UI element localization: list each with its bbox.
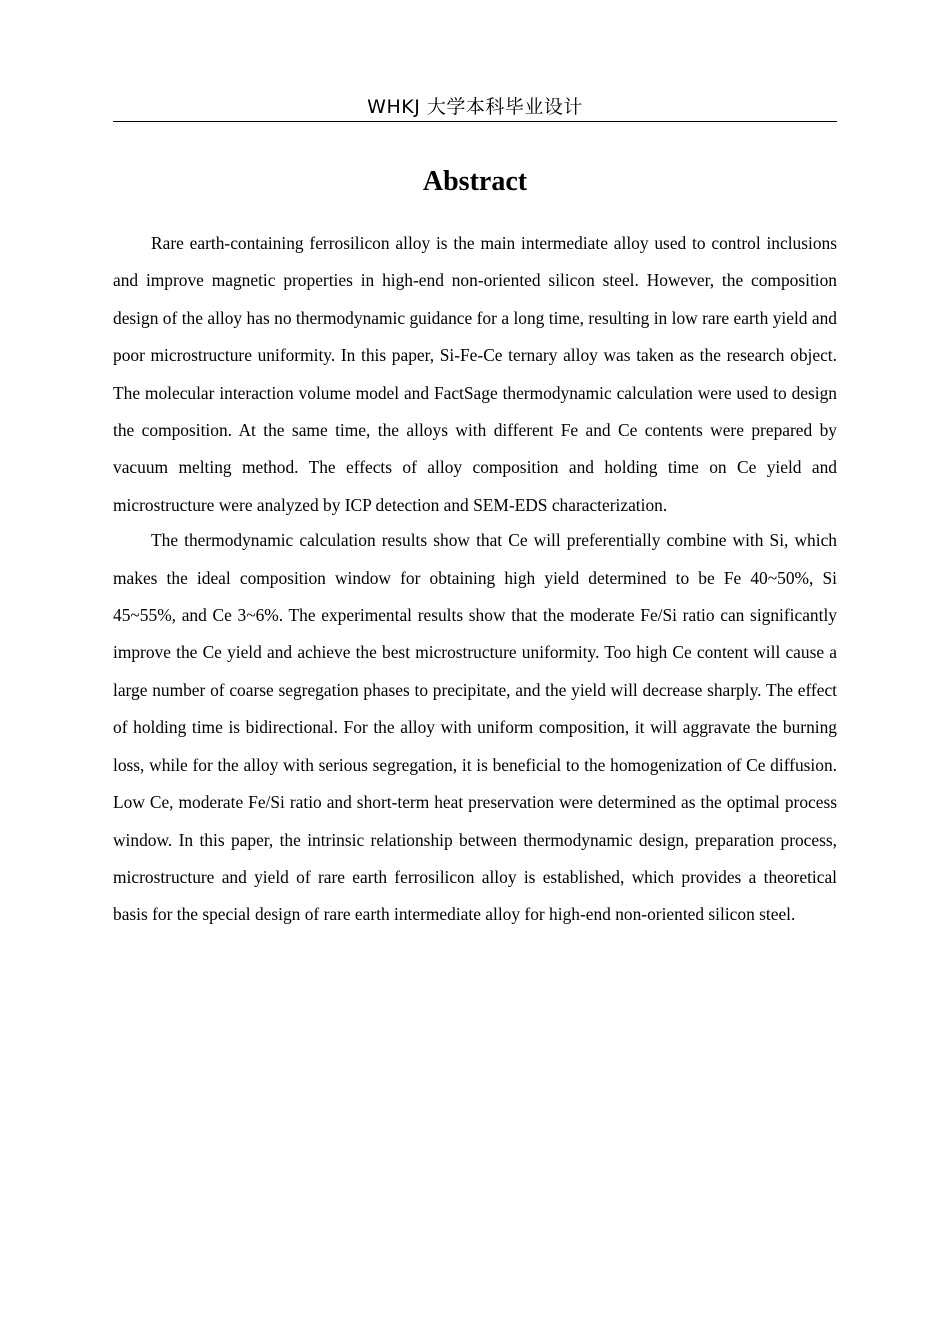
abstract-paragraph-2: The thermodynamic calculation results show that Ce will preferentially combine with Si, which makes the ideal composition window for obtaining high yield determined to be Fe 40~50%, Si 45~55%, and Ce 3~6%. The experimental results show that the moderate Fe/Si ratio can significantly improve the Ce yield and achieve the best microstructure uniformity. Too high Ce content will cause a large number of coarse segregation phases to precipitate, and the yield will decrease sharply. The effect of holding time is bidirectional. For the alloy with uniform composition, it will aggravate the burning loss, while for the alloy with serious segregation, it is beneficial to the homogenization of Ce diffusion. Low Ce, moderate Fe/Si ratio and short-term heat preservation were determined as the optimal process window. In this paper, the intrinsic relationship between thermodynamic design, preparation process, microstructure and yield of rare earth ferrosilicon alloy is established, which provides a theoretical basis for the special design of rare earth intermediate alloy for high-end non-oriented silicon steel. (113, 530, 837, 925)
abstract-paragraph-1: Rare earth-containing ferrosilicon alloy is the main intermediate alloy used to control inclusions and improve magnetic properties in high-end non-oriented silicon steel. However, the composition design of the alloy has no thermodynamic guidance for a long time, resulting in low rare earth yield and poor microstructure uniformity. In this paper, Si-Fe-Ce ternary alloy was taken as the research object. The molecular interaction volume model and FactSage thermodynamic calculation were used to design the composition. At the same time, the alloys with different Fe and Ce contents were prepared by vacuum melting method. The effects of alloy composition and holding time on Ce yield and microstructure were analyzed by ICP detection and SEM-EDS characterization. (113, 233, 837, 515)
header-title: WHKJ 大学本科毕业设计 (367, 96, 583, 118)
page-title: Abstract (422, 166, 528, 197)
abstract-body (113, 225, 837, 934)
page-header (113, 94, 837, 122)
